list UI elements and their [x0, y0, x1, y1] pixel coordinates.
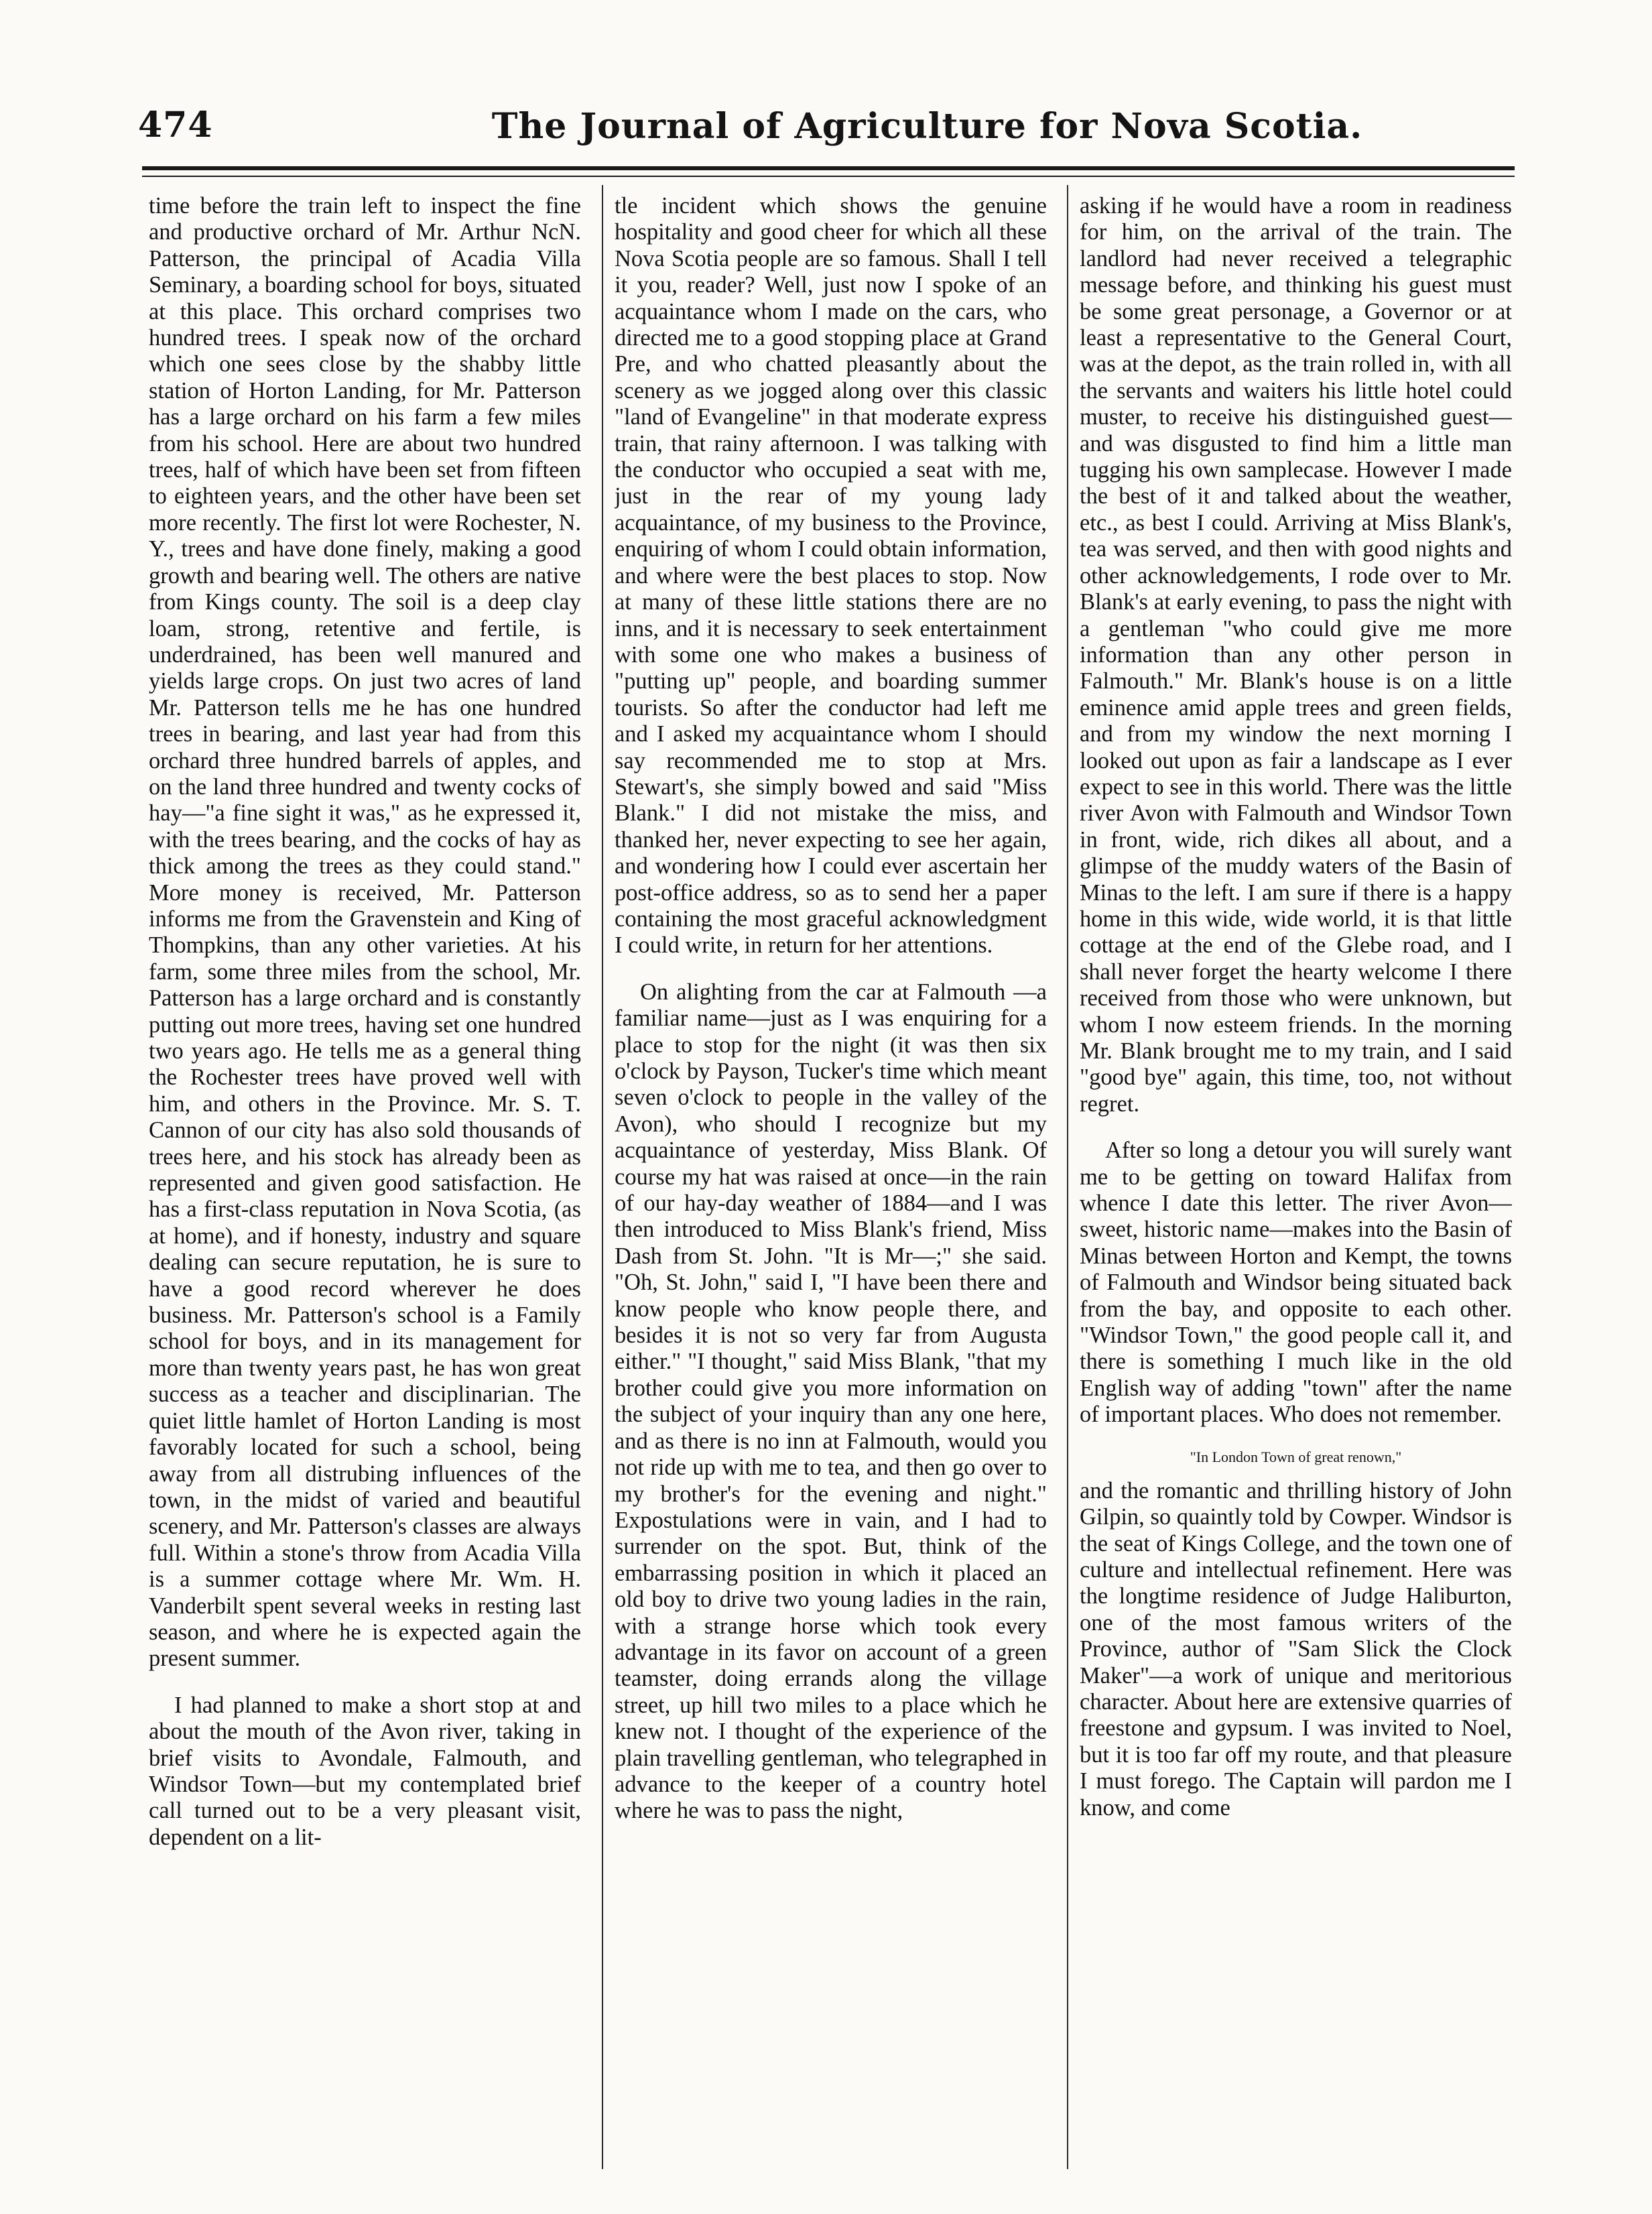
paragraph: tle incident which shows the genuine hospitality and good cheer for which all these Nova Scotia people are so famous. Shall I tell it you, reader? Well, just now I spoke of an acquaintance whom I made on the cars, who directed me to a good stopping place at Grand Pre, and who chatted pleasantly about the scenery as we jogged along over this classic "land of Evangeline" in that moderate express train, that rainy afternoon. I was talking with the conductor who occupied a seat with me, just in the rear of my young lady acquaintance, of my business to the Province, enquiring of whom I could obtain information, and where were the best places to stop. Now at many of these little stations there are no inns, and it is necessary to seek entertainment with some one who makes a business of "putting up" people, and boarding summer tourists. So after the conductor had left me and I asked my acquaintance whom I should say recommended me to stop at Mrs. Stewart's, she simply bowed and said "Miss Blank." I did not mistake the miss, and thanked her, never expecting to see her again, and wondering how I could ever ascertain her post-office address, so as to send her a paper containing the most graceful acknowledgment I could write, in return for her attentions.	[615, 193, 1047, 959]
paragraph: time before the train left to inspect the fine and productive orchard of Mr. Arthur NcN. Patterson, the principal of Acadia Villa Seminary, a boarding school for boys, situated at this place. This orchard comprises two hundred trees. I speak now of the orchard which one sees close by the shabby little station of Horton Landing, for Mr. Patterson has a large orchard on his farm a few miles from his school. Here are about two hundred trees, half of which have been set from fifteen to eighteen years, and the other have been set more recently. The first lot were Rochester, N. Y., trees and have done finely, making a good growth and bearing well. The others are native from Kings county. The soil is a deep clay loam, strong, retentive and fertile, is underdrained, has been well manured and yields large crops. On just two acres of land Mr. Patterson tells me he has one hundred trees in bearing, and last year had from this orchard three hundred barrels of apples, and on the land three hundred and twenty cocks of hay—"a fine sight it was," as he expressed it, with the trees bearing, and the cocks of hay as thick among the trees as they could stand." More money is received, Mr. Patterson informs me from the Gravenstein and King of Thompkins, than any other varieties. At his farm, some three miles from the school, Mr. Patterson has a large orchard and is constantly putting out more trees, having set one hundred two years ago. He tells me as a general thing the Rochester trees have proved well with him, and others in the Province. Mr. S. T. Cannon of our city has also sold thousands of trees here, and his stock has already been as represented and given good satisfaction. He has a first-class reputation in Nova Scotia, (as at home), and if honesty, industry and square dealing can secure reputation, he is sure to have a good record wherever he does business. Mr. Patterson's school is a Family school for boys, and in its management for more than twenty years past, he has won great success as a teacher and disciplinarian. The quiet little hamlet of Horton Landing is most favorably located for such a school, being away from all distrubing influences of the town, in the midst of varied and beautiful scenery, and Mr. Patterson's classes are always full. Within a stone's throw from Acadia Villa is a summer cottage where Mr. Wm. H. Vanderbilt spent several weeks in resting last season, and where he is expected again the present summer.	[149, 193, 581, 1672]
header-rule-thin	[142, 176, 1515, 177]
column-middle	[615, 193, 1047, 2170]
page-number: 474	[138, 105, 213, 145]
column-left	[149, 193, 581, 2170]
paragraph: I had planned to make a short stop at and about the mouth of the Avon river, taking in brief visits to Avondale, Falmouth, and Windsor Town—but my contemplated brief call turned out to be a very pleasant visit, dependent on a lit-	[149, 1692, 581, 1850]
column-right	[1080, 193, 1512, 2170]
paragraph: and the romantic and thrilling history of John Gilpin, so quaintly told by Cowper. Windsor is the seat of Kings College, and the town one of culture and intellectual refinement. Here was the longtime residence of Judge Haliburton, one of the most famous writers of the Province, author of "Sam Slick the Clock Maker"—a work of unique and meritorious character. About here are extensive quarries of freestone and gypsum. I was invited to Noel, but it is too far off my route, and that pleasure I must forego. The Captain will pardon me I know, and come	[1080, 1477, 1512, 1821]
column-divider	[602, 185, 603, 2169]
page-header	[138, 101, 1515, 161]
running-title: The Journal of Agriculture for Nova Scotia.	[491, 106, 1363, 147]
header-rule-thick	[142, 166, 1515, 170]
column-divider	[1067, 185, 1068, 2169]
paragraph: After so long a detour you will surely want me to be getting on toward Halifax from whence I date this letter. The river Avon—sweet, historic name—makes into the Basin of Minas between Horton and Kempt, the towns of Falmouth and Windsor being situated back from the bay, and opposite to each other. "Windsor Town," the good people call it, and there is something I much like in the old English way of adding "town" after the name of important places. Who does not remember.	[1080, 1137, 1512, 1428]
quotation: "In London Town of great renown,"	[1190, 1448, 1402, 1465]
paragraph: On alighting from the car at Falmouth —a familiar name—just as I was enquiring for a place to stop for the night (it was then six o'clock by Payson, Tucker's time which meant seven o'clock to people in the valley of the Avon), who should I recognize but my acquaintance of yesterday, Miss Blank. Of course my hat was raised at once—in the rain of our hay-day weather of 1884—and I was then introduced to Miss Blank's friend, Miss Dash from St. John. "It is Mr—;" she said. "Oh, St. John," said I, "I have been there and know people who know people there, and besides it is not so very far from Augusta either." "I thought," said Miss Blank, "that my brother could give you more information on the subject of your inquiry than any one here, and as there is no inn at Falmouth, would you not ride up with me to tea, and then go over to my brother's for the evening and night." Expostulations were in vain, and I had to surrender on the spot. But, think of the embarrassing position in which it placed an old boy to drive two young ladies in the rain, with a strange horse which took every advantage in its favor on account of a green teamster, doing errands along the village street, up hill two miles to a place which he knew not. I thought of the experience of the plain travelling gentleman, who telegraphed in advance to the keeper of a country hotel where he was to pass the night,	[615, 979, 1047, 1824]
paragraph: asking if he would have a room in readiness for him, on the arrival of the train. The landlord had never received a telegraphic message before, and thinking his guest must be some great personage, a Governor or at least a representative to the General Court, was at the depot, as the train rolled in, with all the servants and waiters his little hotel could muster, to receive his distinguished guest—and was disgusted to find him a little man tugging his own samplecase. However I made the best of it and talked about the weather, etc., as best I could. Arriving at Miss Blank's, tea was served, and then with good nights and other acknowledgements, I rode over to Mr. Blank's at early evening, to pass the night with a gentleman "who could give me more information than any other person in Falmouth." Mr. Blank's house is on a little eminence amid apple trees and green fields, and from my window the next morning I looked out upon as fair a landscape as I ever expect to see in this world. There was the little river Avon with Falmouth and Windsor Town in front, wide, rich dikes all about, and a glimpse of the muddy waters of the Basin of Minas to the left. I am sure if there is a happy home in this wide, wide world, it is that little cottage at the end of the Glebe road, and I shall never forget the hearty welcome I there received from those who were unknown, but whom I now esteem friends. In the morning Mr. Blank brought me to my train, and I said "good bye" again, this time, too, not without regret.	[1080, 193, 1512, 1117]
